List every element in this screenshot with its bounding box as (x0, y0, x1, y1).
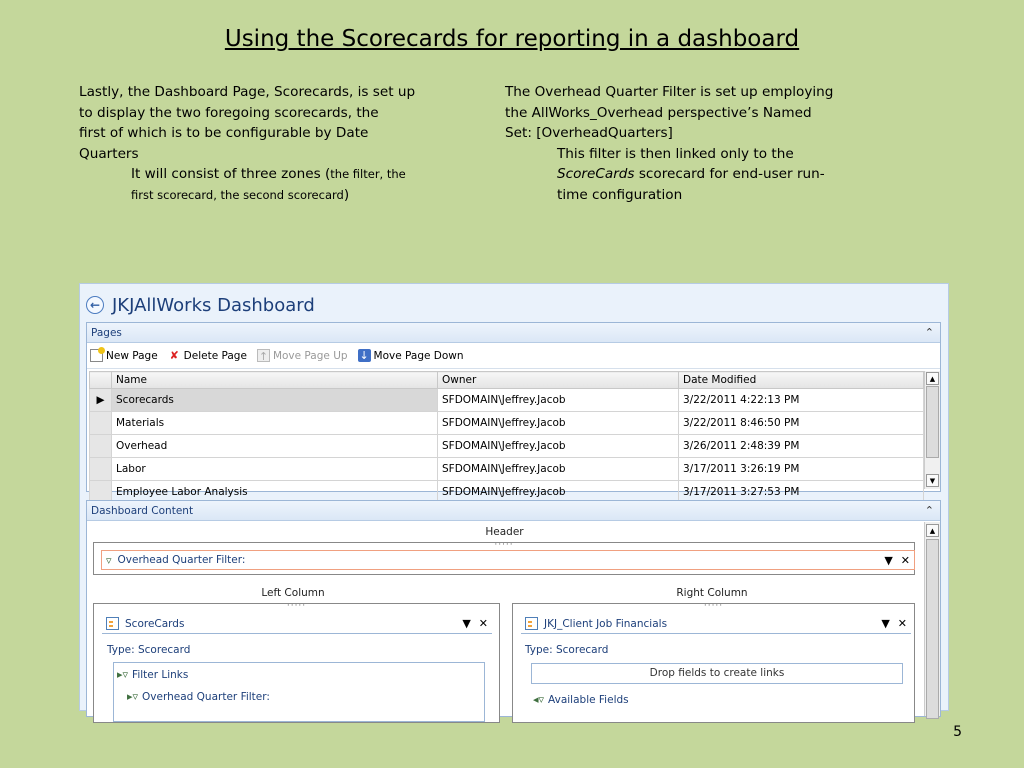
left-text-small: the filter, the (330, 167, 406, 182)
grid-corner (90, 372, 112, 389)
zone-drag-handle[interactable]: ····· (703, 601, 724, 611)
table-row[interactable] (90, 412, 924, 435)
available-fields-icon: ◂▿ (533, 693, 545, 706)
left-text-line: to display the two foregoing scorecards, the (79, 104, 379, 121)
row-header[interactable] (90, 435, 112, 458)
column-header-name[interactable]: Name (112, 372, 438, 389)
row-header[interactable] (90, 412, 112, 435)
pages-scrollbar[interactable] (924, 371, 940, 489)
cell-date[interactable]: 3/22/2011 8:46:50 PM (679, 412, 924, 435)
scorecard-icon (525, 617, 538, 630)
current-row-arrow-icon: ▶ (90, 389, 112, 412)
filter-links-box[interactable] (113, 662, 485, 722)
back-arrow-icon[interactable]: ← (86, 296, 104, 314)
row-header[interactable] (90, 458, 112, 481)
dashboard-content-panel (86, 500, 941, 717)
move-page-up-label: Move Page Up (272, 349, 348, 362)
dropdown-arrow-icon[interactable]: ▼ (881, 617, 890, 630)
content-panel-title: Dashboard Content (91, 504, 194, 517)
column-header-date[interactable]: Date Modified (679, 372, 924, 389)
slide-title: Using the Scorecards for reporting in a dashboard (224, 26, 800, 52)
filter-web-part-name: Overhead Quarter Filter: (117, 554, 246, 566)
dropdown-arrow-icon[interactable]: ▼ (462, 617, 471, 630)
content-scrollbar[interactable] (924, 522, 940, 716)
cell-date[interactable]: 3/26/2011 2:48:39 PM (679, 435, 924, 458)
table-row[interactable] (90, 389, 924, 412)
delete-page-label: Delete Page (183, 349, 247, 362)
pages-panel-header (87, 323, 940, 343)
cell-date[interactable]: 3/22/2011 4:22:13 PM (679, 389, 924, 412)
new-page-icon (90, 349, 103, 362)
scorecards-type: Type: Scorecard (107, 644, 191, 656)
drop-fields-target[interactable]: Drop fields to create links (531, 663, 903, 684)
close-icon[interactable]: ✕ (897, 617, 907, 630)
scorecards-web-part[interactable] (102, 614, 492, 634)
scroll-thumb[interactable] (926, 386, 939, 458)
page-number: 5 (953, 724, 962, 740)
scroll-down-icon[interactable]: ▼ (926, 474, 939, 487)
available-fields-label: Available Fields (548, 693, 629, 706)
column-header-owner[interactable]: Owner (438, 372, 679, 389)
cell-name[interactable]: Materials (112, 412, 438, 435)
new-page-button[interactable] (90, 349, 158, 362)
left-text-fragment: It will consist of three zones ( (131, 166, 331, 183)
right-column-label: Right Column (676, 587, 748, 599)
delete-page-button[interactable] (168, 349, 247, 362)
app-title: JKJAllWorks Dashboard (112, 294, 315, 316)
pages-panel-title: Pages (91, 326, 122, 339)
filter-links-label: Filter Links (132, 668, 189, 681)
move-down-icon: ↓ (359, 349, 369, 362)
right-column-zone[interactable] (512, 603, 915, 723)
scroll-thumb[interactable] (926, 539, 939, 719)
left-text-block (79, 82, 479, 206)
client-job-financials-type: Type: Scorecard (525, 644, 609, 656)
right-text-block (505, 82, 925, 206)
scroll-up-icon[interactable]: ▲ (926, 372, 939, 385)
right-text-subline: time configuration (557, 186, 683, 203)
linked-filter-item[interactable] (127, 690, 270, 703)
left-text-line: Quarters (79, 145, 139, 162)
right-text-line: The Overhead Quarter Filter is set up employing (505, 84, 834, 100)
scroll-up-icon[interactable]: ▲ (926, 524, 939, 537)
cell-owner[interactable]: SFDOMAIN\Jeffrey.Jacob (438, 412, 679, 435)
cell-owner[interactable]: SFDOMAIN\Jeffrey.Jacob (438, 389, 679, 412)
move-page-down-label: Move Page Down (373, 349, 464, 362)
collapse-chevron-icon[interactable]: ⌃ (924, 326, 934, 339)
cell-name[interactable]: Employee Labor Analysis (112, 481, 438, 504)
pages-panel (86, 322, 941, 498)
right-text-fragment: scorecard for end-user run- (634, 166, 825, 183)
scorecards-web-part-name: ScoreCards (125, 617, 185, 630)
app-header (86, 292, 315, 318)
scorecard-icon (106, 617, 119, 630)
collapse-chevron-icon[interactable]: ⌃ (924, 504, 934, 517)
cell-name[interactable]: Scorecards (112, 389, 438, 412)
left-text-fragment: ) (343, 186, 350, 203)
pages-toolbar (87, 343, 940, 369)
left-text-subline (79, 164, 479, 185)
dropdown-arrow-icon[interactable]: ▼ (884, 553, 893, 567)
zone-drag-handle[interactable]: ····· (286, 601, 307, 611)
filter-funnel-icon: ▿ (106, 553, 112, 567)
close-icon[interactable]: ✕ (900, 553, 910, 567)
right-text-subline (505, 164, 925, 185)
cell-owner[interactable]: SFDOMAIN\Jeffrey.Jacob (438, 435, 679, 458)
cell-name[interactable]: Overhead (112, 435, 438, 458)
zone-drag-handle[interactable]: ····· (494, 540, 514, 550)
pages-grid (89, 371, 923, 498)
left-text-line: first of which is to be configurable by Date (79, 125, 369, 142)
right-text-line: the AllWorks_Overhead perspective’s Named (505, 104, 812, 121)
header-zone-label: Header (485, 526, 524, 538)
table-row[interactable] (90, 435, 924, 458)
cell-date[interactable]: 3/17/2011 3:27:53 PM (679, 481, 924, 504)
filter-links-icon: ▸▿ (117, 668, 129, 681)
left-column-label: Left Column (261, 587, 325, 599)
table-row[interactable] (90, 458, 924, 481)
cell-owner[interactable]: SFDOMAIN\Jeffrey.Jacob (438, 458, 679, 481)
move-page-down-button[interactable] (358, 349, 464, 362)
right-text-line: Set: [OverheadQuarters] (505, 125, 673, 142)
move-up-icon: ↑ (258, 350, 269, 363)
left-column-zone[interactable] (93, 603, 500, 723)
filter-links-item[interactable] (117, 668, 188, 681)
cell-name[interactable]: Labor (112, 458, 438, 481)
close-icon[interactable]: ✕ (478, 617, 488, 630)
move-page-up-button[interactable] (257, 349, 348, 362)
filter-web-part[interactable] (101, 550, 915, 570)
new-page-label: New Page (106, 349, 158, 362)
client-job-financials-name: JKJ_Client Job Financials (544, 617, 668, 630)
available-fields-item[interactable] (533, 693, 629, 706)
left-text-line: Lastly, the Dashboard Page, Scorecards, is set up (79, 84, 416, 100)
linked-filter-label: Overhead Quarter Filter: (142, 690, 270, 703)
left-text-small: first scorecard, the second scorecard (131, 187, 344, 202)
dashboard-screenshot (79, 283, 949, 711)
delete-icon: ✘ (169, 349, 179, 362)
client-job-financials-web-part[interactable] (521, 614, 911, 634)
scorecards-emphasis: ScoreCards (557, 166, 635, 183)
cell-date[interactable]: 3/17/2011 3:26:19 PM (679, 458, 924, 481)
header-zone[interactable] (93, 542, 915, 575)
linked-filter-icon: ▸▿ (127, 690, 139, 703)
right-text-subline: This filter is then linked only to the (557, 145, 794, 162)
left-text-subline (79, 185, 479, 206)
content-panel-header (87, 501, 940, 521)
cell-owner[interactable]: SFDOMAIN\Jeffrey.Jacob (438, 481, 679, 504)
